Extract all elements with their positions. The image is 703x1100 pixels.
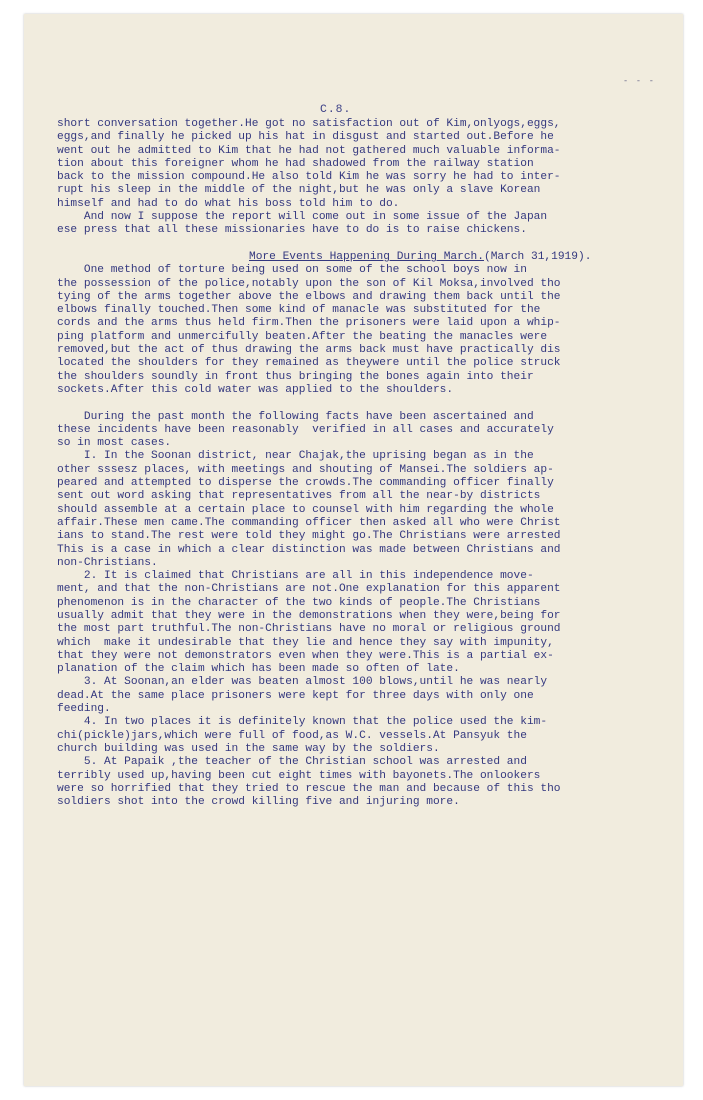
paragraph-4 bbox=[57, 411, 657, 451]
section-title: More Events Happening During March. bbox=[249, 250, 484, 263]
text-line: One method of torture being used on some of the school boys now in bbox=[57, 264, 527, 277]
text-line: should assemble at a certain place to counsel with him regarding the whole bbox=[57, 503, 554, 516]
text-line: church building was used in the same way by the soldiers. bbox=[57, 742, 440, 755]
document-body bbox=[57, 118, 657, 809]
item-3 bbox=[57, 676, 657, 716]
text-line: ping platform and unmercifully beaten.After the beating the manacles were bbox=[57, 330, 548, 343]
text-line: I. In the Soonan district, near Chajak,the uprising began as in the bbox=[57, 450, 534, 463]
text-line: rupt his sleep in the middle of the night,but he was only a slave Korean bbox=[57, 184, 541, 197]
text-line: 3. At Soonan,an elder was beaten almost 100 blows,until he was nearly bbox=[57, 676, 548, 689]
paragraph-2 bbox=[57, 211, 657, 238]
text-line: which make it undesirable that they lie and hence they say with impunity, bbox=[57, 636, 554, 649]
text-line: phenomenon is in the character of the two kinds of people.The Christians bbox=[57, 596, 541, 609]
corner-mark: - - - bbox=[622, 76, 655, 86]
text-line: himself and had to do what his boss told him to do. bbox=[57, 197, 400, 210]
text-line: were so horrified that they tried to rescue the man and because of this tho bbox=[57, 782, 561, 795]
text-line: removed,but the act of thus drawing the arms back must have practically dis bbox=[57, 344, 561, 357]
text-line: 2. It is claimed that Christians are all in this independence move- bbox=[57, 570, 534, 583]
text-line: that they were not demonstrators even when they were.This is a partial ex- bbox=[57, 649, 554, 662]
text-line: feeding. bbox=[57, 703, 111, 716]
text-line: 4. In two places it is definitely known that the police used the kim- bbox=[57, 716, 548, 729]
text-line: back to the mission compound.He also told Kim he was sorry he had to inter- bbox=[57, 171, 561, 184]
text-line: sent out word asking that representatives from all the near-by districts bbox=[57, 490, 541, 503]
text-line: these incidents have been reasonably verified in all cases and accurately bbox=[57, 423, 554, 436]
text-line: went out he admitted to Kim that he had not gathered much valuable informa- bbox=[57, 144, 561, 157]
text-line: 5. At Papaik ,the teacher of the Christian school was arrested and bbox=[57, 756, 527, 769]
text-line: sockets.After this cold water was applied to the shoulders. bbox=[57, 383, 454, 396]
section-date: (March 31,1919). bbox=[483, 250, 592, 263]
text-line: tying of the arms together above the elbows and drawing them back until the bbox=[57, 290, 561, 303]
text-line: usually admit that they were in the demonstrations when they were,being for bbox=[57, 609, 561, 622]
paragraph-1 bbox=[57, 118, 657, 211]
text-line: other sssesz places, with meetings and shouting of Mansei.The soldiers ap- bbox=[57, 463, 554, 476]
text-line: terribly used up,having been cut eight times with bayonets.The onlookers bbox=[57, 769, 541, 782]
item-2 bbox=[57, 570, 657, 676]
text-line: planation of the claim which has been made so often of late. bbox=[57, 663, 460, 676]
paragraph-3 bbox=[57, 264, 657, 397]
text-line: This is a case in which a clear distinction was made between Christians and bbox=[57, 543, 561, 556]
text-line: so in most cases. bbox=[57, 437, 172, 450]
text-line: elbows finally touched.Then some kind of manacle was substituted for the bbox=[57, 304, 541, 317]
text-line: non-Christians. bbox=[57, 556, 158, 569]
item-5 bbox=[57, 756, 657, 809]
text-line: ment, and that the non-Christians are not.One explanation for this apparent bbox=[57, 583, 561, 596]
item-1 bbox=[57, 450, 657, 570]
item-4 bbox=[57, 716, 657, 756]
text-line: affair.These men came.The commanding officer then asked all who were Christ bbox=[57, 516, 561, 529]
typed-page bbox=[24, 14, 683, 1086]
text-line: located the shoulders for they remained as theywere until the police struck bbox=[57, 357, 561, 370]
text-line: short conversation together.He got no satisfaction out of Kim,onlyogs,eggs, bbox=[57, 118, 561, 130]
text-line: ians to stand.The rest were told they might go.The Christians were arrested bbox=[57, 530, 561, 543]
text-line: ese press that all these missionaries have to do is to raise chickens. bbox=[57, 224, 527, 237]
text-line: chi(pickle)jars,which were full of food,as W.C. vessels.At Pansyuk the bbox=[57, 729, 527, 742]
text-line: cords and the arms thus held firm.Then the prisoners were laid upon a whip- bbox=[57, 317, 561, 330]
text-line: the most part truthful.The non-Christians have no moral or religious ground bbox=[57, 623, 561, 636]
text-line: During the past month the following facts have been ascertained and bbox=[57, 410, 534, 423]
text-line: dead.At the same place prisoners were kept for three days with only one bbox=[57, 689, 534, 702]
text-line: soldiers shot into the crowd killing five and injuring more. bbox=[57, 796, 460, 809]
text-line: the shoulders soundly in front thus bringing the bones again into their bbox=[57, 370, 534, 383]
text-line: the possession of the police,notably upon the son of Kil Moksa,involved tho bbox=[57, 277, 561, 290]
text-line: And now I suppose the report will come out in some issue of the Japan bbox=[57, 211, 548, 224]
section-heading bbox=[57, 251, 657, 264]
text-line: eggs,and finally he picked up his hat in disgust and started out.Before he bbox=[57, 131, 554, 144]
page-number: C.8. bbox=[320, 104, 352, 116]
text-line: tion about this foreigner whom he had shadowed from the railway station bbox=[57, 157, 534, 170]
text-line: peared and attempted to disperse the crowds.The commanding officer finally bbox=[57, 477, 554, 490]
